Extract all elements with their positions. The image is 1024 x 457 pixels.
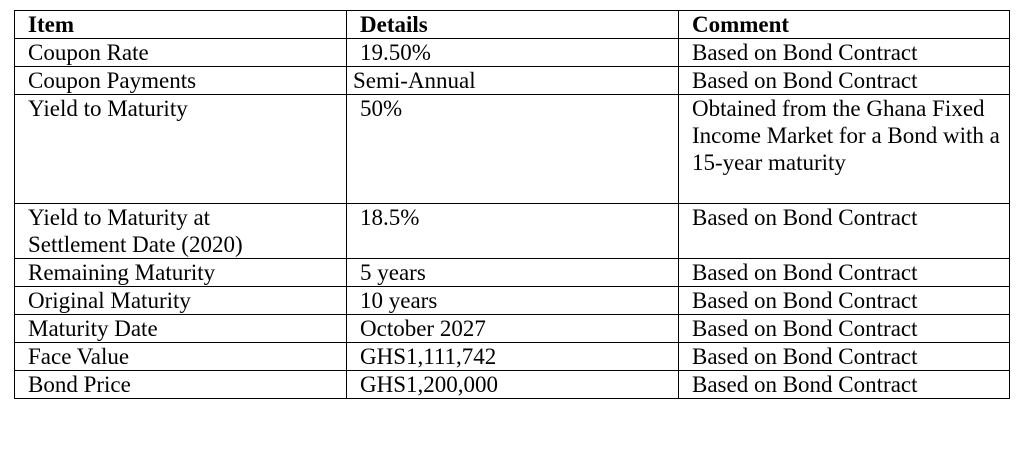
header-item: Item xyxy=(15,11,347,39)
bond-details-table xyxy=(14,10,1010,399)
cell-item: Coupon Rate xyxy=(15,39,347,67)
table-row xyxy=(15,343,1010,371)
cell-comment: Based on Bond Contract xyxy=(679,67,1010,95)
cell-comment: Based on Bond Contract xyxy=(679,287,1010,315)
table-row xyxy=(15,259,1010,287)
cell-item: Face Value xyxy=(15,343,347,371)
cell-item: Maturity Date xyxy=(15,315,347,343)
cell-comment: Based on Bond Contract xyxy=(679,343,1010,371)
cell-details: GHS1,111,742 xyxy=(347,343,679,371)
cell-details: 18.5% xyxy=(347,204,679,259)
cell-comment: Obtained from the Ghana Fixed Income Market for a Bond with a 15-year maturity xyxy=(679,95,1010,204)
cell-comment: Based on Bond Contract xyxy=(679,371,1010,399)
table-row xyxy=(15,95,1010,204)
cell-item: Yield to Maturity at Settlement Date (2020) xyxy=(15,204,347,259)
cell-details: October 2027 xyxy=(347,315,679,343)
cell-item: Remaining Maturity xyxy=(15,259,347,287)
cell-item: Original Maturity xyxy=(15,287,347,315)
header-comment: Comment xyxy=(679,11,1010,39)
cell-details: GHS1,200,000 xyxy=(347,371,679,399)
table-row xyxy=(15,371,1010,399)
cell-details: 50% xyxy=(347,95,679,204)
table-row xyxy=(15,204,1010,259)
table-row xyxy=(15,287,1010,315)
cell-item: Yield to Maturity xyxy=(15,95,347,204)
cell-details: Semi-Annual xyxy=(347,67,679,95)
cell-item: Bond Price xyxy=(15,371,347,399)
table-header-row xyxy=(15,11,1010,39)
cell-details: 19.50% xyxy=(347,39,679,67)
table-row xyxy=(15,315,1010,343)
cell-comment: Based on Bond Contract xyxy=(679,315,1010,343)
cell-details: 10 years xyxy=(347,287,679,315)
cell-comment: Based on Bond Contract xyxy=(679,39,1010,67)
cell-comment: Based on Bond Contract xyxy=(679,259,1010,287)
header-details: Details xyxy=(347,11,679,39)
cell-item: Coupon Payments xyxy=(15,67,347,95)
table-row xyxy=(15,39,1010,67)
cell-comment: Based on Bond Contract xyxy=(679,204,1010,259)
table-row xyxy=(15,67,1010,95)
cell-details: 5 years xyxy=(347,259,679,287)
